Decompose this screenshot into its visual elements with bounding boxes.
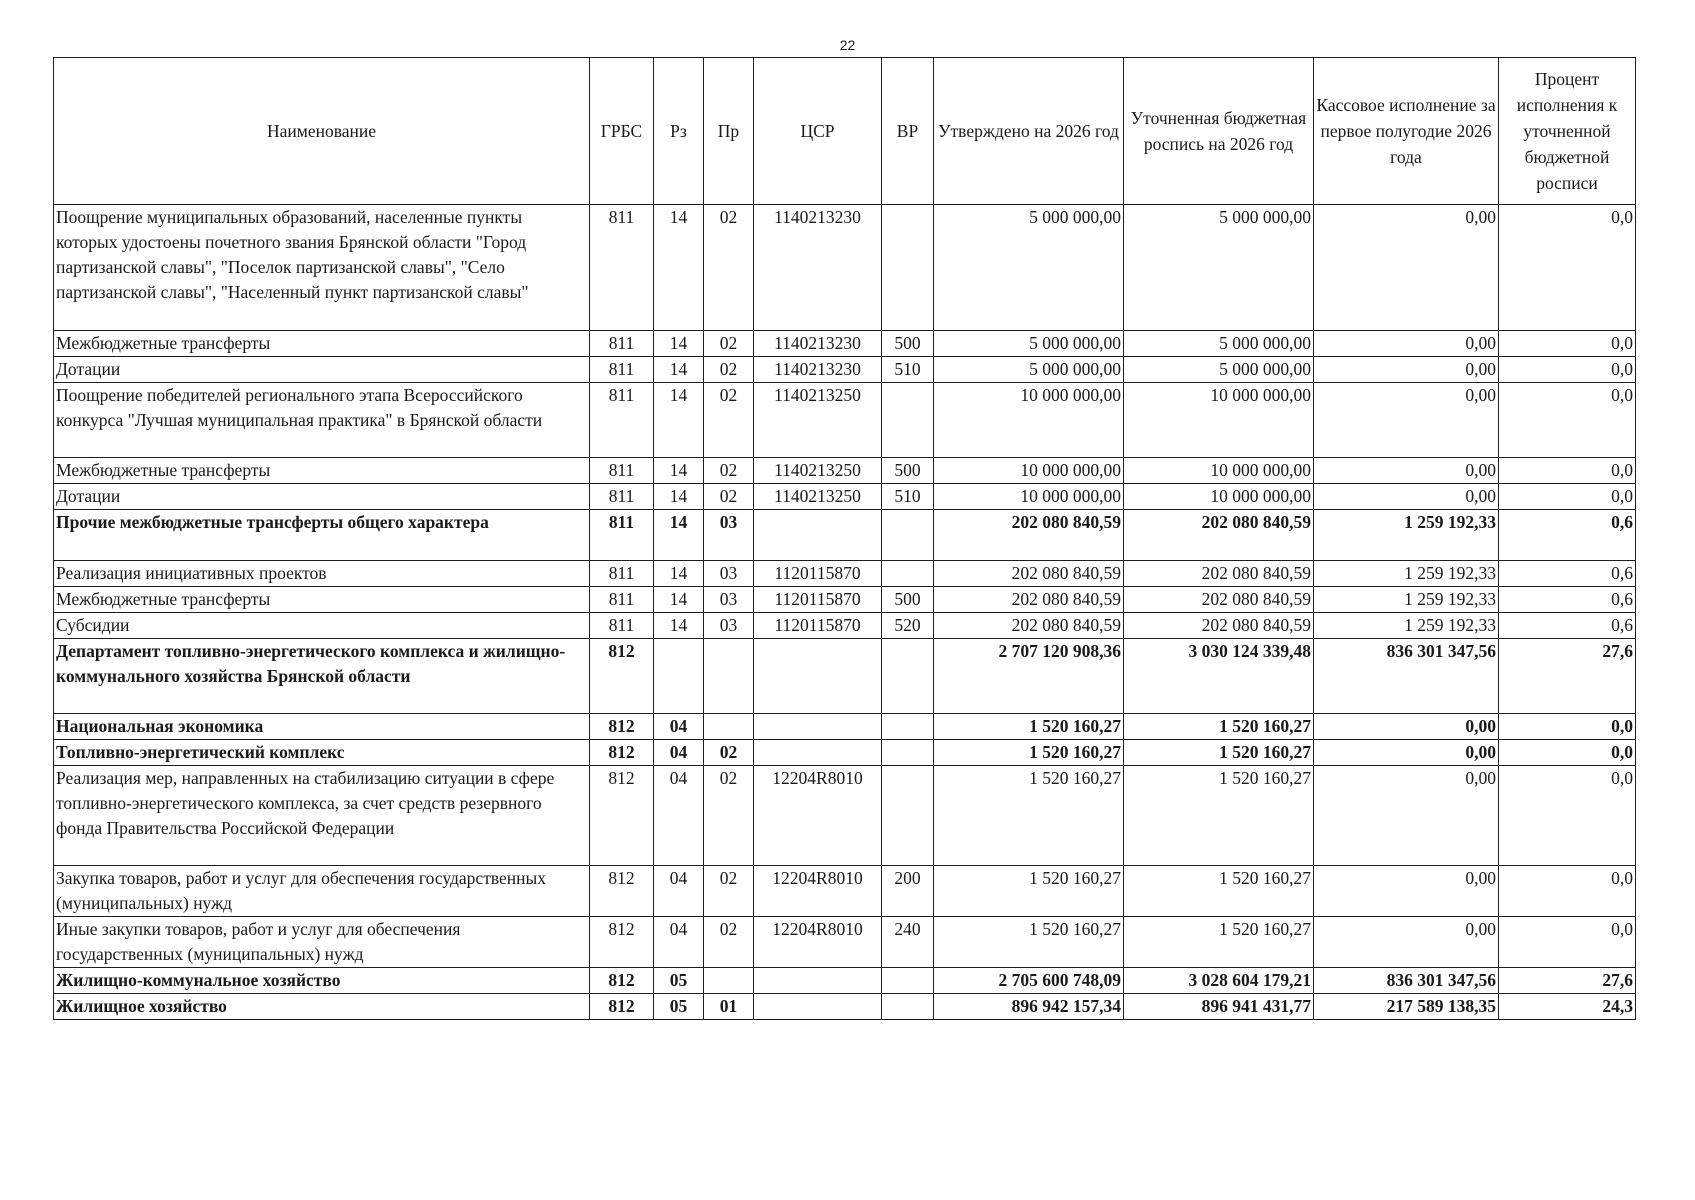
header-rz: Рз (654, 58, 704, 205)
page-number: 22 (839, 37, 856, 53)
table-row (54, 484, 1636, 510)
cell-name: Закупка товаров, работ и услуг для обеспечения государственных (муниципальных) нужд (54, 866, 590, 917)
header-pr: Пр (704, 58, 754, 205)
cell-pr: 02 (704, 458, 754, 484)
cell-name: Межбюджетные трансферты (54, 458, 590, 484)
cell-name: Реализация инициативных проектов (54, 561, 590, 587)
table-row (54, 561, 1636, 587)
cell-revised: 1 520 160,27 (1124, 866, 1314, 917)
cell-percent: 0,6 (1499, 510, 1636, 561)
cell-rz: 14 (654, 587, 704, 613)
cell-rz: 14 (654, 561, 704, 587)
header-percent: Процент исполнения к уточненной бюджетной росписи (1499, 58, 1636, 205)
cell-revised: 3 028 604 179,21 (1124, 968, 1314, 994)
table-header-row (54, 58, 1636, 205)
cell-rz: 14 (654, 613, 704, 639)
cell-rz: 14 (654, 357, 704, 383)
cell-rz: 04 (654, 714, 704, 740)
cell-rz (654, 639, 704, 714)
table-row (54, 205, 1636, 331)
table-row (54, 639, 1636, 714)
cell-revised: 202 080 840,59 (1124, 587, 1314, 613)
cell-approved: 5 000 000,00 (934, 205, 1124, 331)
cell-approved: 202 080 840,59 (934, 587, 1124, 613)
cell-name: Иные закупки товаров, работ и услуг для обеспечения государственных (муниципальных) нужд (54, 917, 590, 968)
cell-percent: 0,6 (1499, 613, 1636, 639)
cell-csr: 1120115870 (754, 561, 882, 587)
cell-vr (882, 714, 934, 740)
cell-rz: 05 (654, 994, 704, 1020)
cell-approved: 202 080 840,59 (934, 613, 1124, 639)
header-revised: Уточненная бюджетная роспись на 2026 год (1124, 58, 1314, 205)
cell-percent: 27,6 (1499, 968, 1636, 994)
budget-table (53, 57, 1636, 1020)
cell-csr: 1140213250 (754, 484, 882, 510)
cell-cash-execution: 0,00 (1314, 357, 1499, 383)
cell-revised: 896 941 431,77 (1124, 994, 1314, 1020)
cell-name: Субсидии (54, 613, 590, 639)
cell-csr: 1140213230 (754, 357, 882, 383)
cell-rz: 05 (654, 968, 704, 994)
cell-cash-execution: 1 259 192,33 (1314, 561, 1499, 587)
table-row (54, 357, 1636, 383)
cell-grbs: 811 (590, 458, 654, 484)
cell-pr: 02 (704, 357, 754, 383)
cell-vr (882, 561, 934, 587)
cell-pr (704, 639, 754, 714)
cell-cash-execution: 0,00 (1314, 484, 1499, 510)
cell-revised: 5 000 000,00 (1124, 205, 1314, 331)
cell-csr: 1140213230 (754, 205, 882, 331)
cell-grbs: 811 (590, 587, 654, 613)
cell-grbs: 812 (590, 766, 654, 866)
cell-grbs: 812 (590, 714, 654, 740)
cell-revised: 202 080 840,59 (1124, 613, 1314, 639)
cell-pr: 03 (704, 613, 754, 639)
cell-grbs: 811 (590, 383, 654, 458)
cell-grbs: 812 (590, 866, 654, 917)
cell-vr (882, 383, 934, 458)
cell-name: Дотации (54, 484, 590, 510)
table-row (54, 917, 1636, 968)
cell-approved: 202 080 840,59 (934, 561, 1124, 587)
cell-csr (754, 510, 882, 561)
cell-grbs: 812 (590, 639, 654, 714)
cell-name: Межбюджетные трансферты (54, 331, 590, 357)
cell-revised: 10 000 000,00 (1124, 458, 1314, 484)
cell-revised: 1 520 160,27 (1124, 917, 1314, 968)
cell-approved: 896 942 157,34 (934, 994, 1124, 1020)
cell-name: Поощрение победителей регионального этапа Всероссийского конкурса "Лучшая муниципальная практика" в Брянской области (54, 383, 590, 458)
table-row (54, 866, 1636, 917)
cell-pr: 02 (704, 917, 754, 968)
cell-name: Реализация мер, направленных на стабилизацию ситуации в сфере топливно-энергетического комплекса, за счет средств резервного фонда Правительства Российской Федерации (54, 766, 590, 866)
cell-csr (754, 968, 882, 994)
cell-revised: 202 080 840,59 (1124, 561, 1314, 587)
table-row (54, 766, 1636, 866)
cell-vr (882, 766, 934, 866)
cell-grbs: 811 (590, 613, 654, 639)
table-row (54, 510, 1636, 561)
cell-revised: 10 000 000,00 (1124, 383, 1314, 458)
cell-cash-execution: 0,00 (1314, 383, 1499, 458)
cell-approved: 10 000 000,00 (934, 383, 1124, 458)
cell-percent: 0,0 (1499, 740, 1636, 766)
cell-grbs: 812 (590, 968, 654, 994)
cell-csr (754, 994, 882, 1020)
cell-rz: 14 (654, 458, 704, 484)
cell-cash-execution: 0,00 (1314, 917, 1499, 968)
cell-csr: 12204R8010 (754, 866, 882, 917)
cell-name: Национальная экономика (54, 714, 590, 740)
cell-rz: 14 (654, 205, 704, 331)
cell-csr: 12204R8010 (754, 917, 882, 968)
cell-percent: 0,0 (1499, 866, 1636, 917)
cell-vr (882, 994, 934, 1020)
cell-percent: 0,0 (1499, 205, 1636, 331)
cell-grbs: 811 (590, 331, 654, 357)
cell-csr: 12204R8010 (754, 766, 882, 866)
cell-name: Поощрение муниципальных образований, населенные пункты которых удостоены почетного звания Брянской области "Город партизанской славы", "Поселок партизанской славы", "Село партизанской славы", "Населенный пункт партизанской славы" (54, 205, 590, 331)
cell-pr (704, 714, 754, 740)
cell-grbs: 811 (590, 561, 654, 587)
cell-name: Прочие межбюджетные трансферты общего характера (54, 510, 590, 561)
cell-name: Жилищно-коммунальное хозяйство (54, 968, 590, 994)
cell-rz: 04 (654, 917, 704, 968)
cell-grbs: 811 (590, 510, 654, 561)
cell-approved: 2 707 120 908,36 (934, 639, 1124, 714)
cell-pr: 02 (704, 866, 754, 917)
cell-cash-execution: 0,00 (1314, 766, 1499, 866)
table-row (54, 994, 1636, 1020)
cell-name: Межбюджетные трансферты (54, 587, 590, 613)
cell-pr: 02 (704, 205, 754, 331)
cell-vr: 500 (882, 458, 934, 484)
cell-approved: 10 000 000,00 (934, 484, 1124, 510)
cell-revised: 3 030 124 339,48 (1124, 639, 1314, 714)
cell-percent: 0,0 (1499, 917, 1636, 968)
cell-cash-execution: 0,00 (1314, 866, 1499, 917)
cell-vr (882, 510, 934, 561)
cell-grbs: 812 (590, 917, 654, 968)
cell-cash-execution: 1 259 192,33 (1314, 510, 1499, 561)
table-row (54, 968, 1636, 994)
cell-vr: 510 (882, 484, 934, 510)
cell-rz: 14 (654, 484, 704, 510)
cell-approved: 1 520 160,27 (934, 766, 1124, 866)
cell-revised: 5 000 000,00 (1124, 331, 1314, 357)
table-row (54, 740, 1636, 766)
cell-percent: 24,3 (1499, 994, 1636, 1020)
cell-percent: 0,0 (1499, 357, 1636, 383)
cell-cash-execution: 0,00 (1314, 458, 1499, 484)
cell-cash-execution: 0,00 (1314, 205, 1499, 331)
table-row (54, 714, 1636, 740)
cell-revised: 10 000 000,00 (1124, 484, 1314, 510)
header-cash-execution: Кассовое исполнение за первое полугодие 2026 года (1314, 58, 1499, 205)
cell-name: Департамент топливно-энергетического комплекса и жилищно-коммунального хозяйства Брянской области (54, 639, 590, 714)
cell-grbs: 811 (590, 205, 654, 331)
cell-pr: 02 (704, 331, 754, 357)
cell-revised: 202 080 840,59 (1124, 510, 1314, 561)
header-approved: Утверждено на 2026 год (934, 58, 1124, 205)
cell-approved: 5 000 000,00 (934, 331, 1124, 357)
cell-vr (882, 740, 934, 766)
cell-percent: 0,0 (1499, 766, 1636, 866)
cell-approved: 202 080 840,59 (934, 510, 1124, 561)
cell-pr: 02 (704, 484, 754, 510)
cell-percent: 0,0 (1499, 383, 1636, 458)
cell-approved: 1 520 160,27 (934, 740, 1124, 766)
table-row (54, 613, 1636, 639)
header-name: Наименование (54, 58, 590, 205)
cell-vr (882, 205, 934, 331)
cell-approved: 1 520 160,27 (934, 917, 1124, 968)
cell-csr (754, 639, 882, 714)
cell-vr: 240 (882, 917, 934, 968)
header-csr: ЦСР (754, 58, 882, 205)
cell-percent: 0,0 (1499, 484, 1636, 510)
header-grbs: ГРБС (590, 58, 654, 205)
cell-percent: 0,6 (1499, 561, 1636, 587)
cell-csr (754, 740, 882, 766)
cell-vr: 510 (882, 357, 934, 383)
cell-vr: 500 (882, 331, 934, 357)
cell-cash-execution: 1 259 192,33 (1314, 587, 1499, 613)
cell-revised: 1 520 160,27 (1124, 740, 1314, 766)
cell-percent: 0,6 (1499, 587, 1636, 613)
cell-approved: 1 520 160,27 (934, 714, 1124, 740)
cell-percent: 27,6 (1499, 639, 1636, 714)
cell-pr (704, 968, 754, 994)
cell-cash-execution: 1 259 192,33 (1314, 613, 1499, 639)
table-body (54, 205, 1636, 1020)
cell-grbs: 811 (590, 484, 654, 510)
cell-approved: 10 000 000,00 (934, 458, 1124, 484)
cell-rz: 04 (654, 740, 704, 766)
cell-pr: 02 (704, 383, 754, 458)
cell-pr: 03 (704, 561, 754, 587)
table-row (54, 587, 1636, 613)
cell-rz: 14 (654, 510, 704, 561)
cell-percent: 0,0 (1499, 331, 1636, 357)
cell-csr: 1140213250 (754, 458, 882, 484)
cell-csr: 1120115870 (754, 587, 882, 613)
cell-approved: 1 520 160,27 (934, 866, 1124, 917)
cell-approved: 5 000 000,00 (934, 357, 1124, 383)
cell-revised: 1 520 160,27 (1124, 714, 1314, 740)
cell-cash-execution: 0,00 (1314, 714, 1499, 740)
cell-cash-execution: 0,00 (1314, 331, 1499, 357)
table-row (54, 458, 1636, 484)
cell-vr: 520 (882, 613, 934, 639)
table-row (54, 383, 1636, 458)
cell-csr: 1120115870 (754, 613, 882, 639)
cell-grbs: 812 (590, 740, 654, 766)
cell-name: Жилищное хозяйство (54, 994, 590, 1020)
cell-rz: 04 (654, 766, 704, 866)
cell-rz: 14 (654, 383, 704, 458)
cell-rz: 14 (654, 331, 704, 357)
cell-csr: 1140213250 (754, 383, 882, 458)
cell-revised: 1 520 160,27 (1124, 766, 1314, 866)
cell-approved: 2 705 600 748,09 (934, 968, 1124, 994)
cell-csr (754, 714, 882, 740)
cell-grbs: 812 (590, 994, 654, 1020)
cell-name: Топливно-энергетический комплекс (54, 740, 590, 766)
header-vr: ВР (882, 58, 934, 205)
cell-pr: 03 (704, 587, 754, 613)
cell-pr: 01 (704, 994, 754, 1020)
cell-rz: 04 (654, 866, 704, 917)
cell-name: Дотации (54, 357, 590, 383)
cell-grbs: 811 (590, 357, 654, 383)
cell-cash-execution: 217 589 138,35 (1314, 994, 1499, 1020)
cell-csr: 1140213230 (754, 331, 882, 357)
cell-cash-execution: 836 301 347,56 (1314, 639, 1499, 714)
cell-vr: 200 (882, 866, 934, 917)
cell-percent: 0,0 (1499, 714, 1636, 740)
table-row (54, 331, 1636, 357)
cell-vr (882, 639, 934, 714)
cell-revised: 5 000 000,00 (1124, 357, 1314, 383)
cell-percent: 0,0 (1499, 458, 1636, 484)
cell-vr (882, 968, 934, 994)
cell-vr: 500 (882, 587, 934, 613)
cell-cash-execution: 0,00 (1314, 740, 1499, 766)
cell-pr: 02 (704, 740, 754, 766)
cell-pr: 02 (704, 766, 754, 866)
cell-cash-execution: 836 301 347,56 (1314, 968, 1499, 994)
cell-pr: 03 (704, 510, 754, 561)
